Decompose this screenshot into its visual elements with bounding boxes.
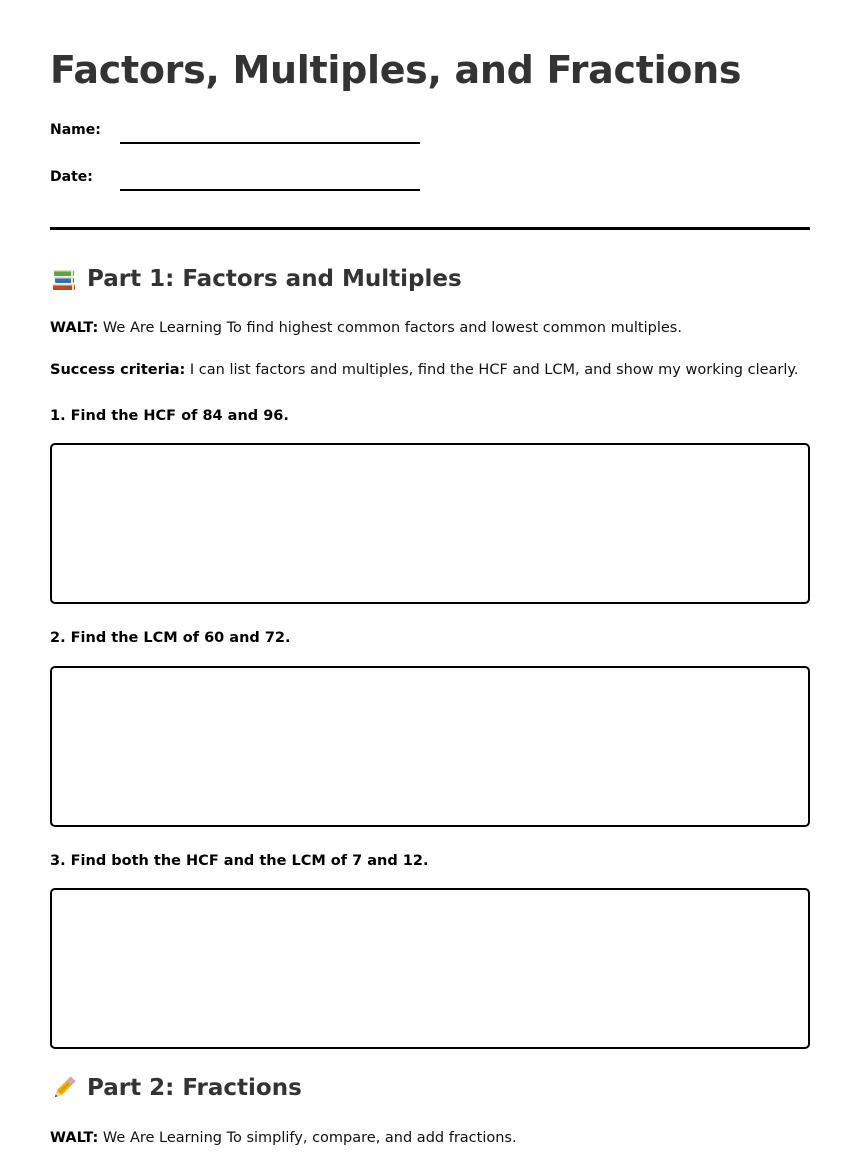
answer-box-2[interactable]	[50, 666, 810, 827]
date-write-line[interactable]	[120, 189, 420, 191]
pencil-icon	[50, 1074, 78, 1102]
date-field-row	[50, 169, 430, 199]
name-write-line[interactable]	[120, 142, 420, 144]
question-2: 2. Find the LCM of 60 and 72.	[50, 630, 291, 646]
name-field-row	[50, 122, 430, 152]
answer-box-3[interactable]	[50, 888, 810, 1049]
question-1: 1. Find the HCF of 84 and 96.	[50, 408, 289, 424]
part1-walt-label: WALT:	[50, 320, 99, 336]
part1-walt	[50, 320, 682, 336]
answer-box-1[interactable]	[50, 443, 810, 604]
header-divider	[50, 227, 810, 230]
date-label: Date:	[50, 169, 93, 185]
question-3: 3. Find both the HCF and the LCM of 7 and 12.	[50, 853, 429, 869]
part2-walt-label: WALT:	[50, 1130, 99, 1146]
part1-heading-text: Part 1: Factors and Multiples	[87, 266, 462, 292]
part2-heading	[50, 1074, 302, 1102]
name-label: Name:	[50, 122, 101, 138]
part1-heading	[50, 265, 462, 293]
part1-success-criteria	[50, 362, 799, 378]
part2-walt	[50, 1130, 517, 1146]
part1-success-text: I can list factors and multiples, find the HCF and LCM, and show my working clearly.	[189, 362, 799, 378]
part1-walt-text: We Are Learning To find highest common factors and lowest common multiples.	[102, 320, 682, 336]
part2-walt-text: We Are Learning To simplify, compare, and add fractions.	[102, 1130, 517, 1146]
worksheet-title: Factors, Multiples, and Fractions	[50, 48, 742, 92]
part1-success-label: Success criteria:	[50, 362, 186, 378]
part2-heading-text: Part 2: Fractions	[87, 1075, 302, 1101]
books-icon	[50, 265, 78, 293]
